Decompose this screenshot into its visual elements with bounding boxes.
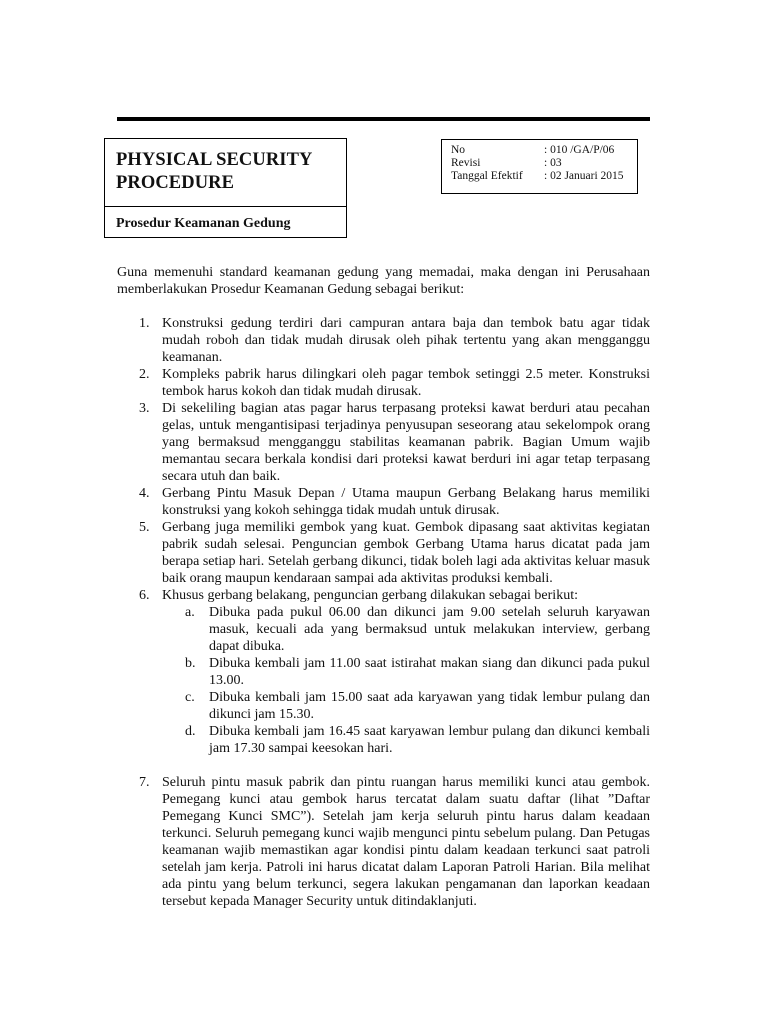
list-item: [117, 315, 650, 366]
item-text: Seluruh pintu masuk pabrik dan pintu ruangan harus memiliki kunci atau gembok. Pemegang kunci atau gembok harus tercatat dalam suatu daftar (lihat ”Daftar Pemegang Kunci SMC”). Setelah jam kerja seluruh pintu harus dalam keadaan terkunci. Seluruh pemegang kunci wajib mengunci pintu sebelum pulang. Dan Petugas keamanan wajib memastikan agar kondisi pintu dalam keadaan terkunci saat patroli setelah jam kerja. Patroli ini harus dicatat dalam Laporan Patroli Harian. Bila melihat ada pintu yang belum terkunci, segera lakukan pengamanan dan laporkan keadaan tersebut kepada Manager Security untuk ditindaklanjuti.: [162, 775, 650, 909]
document-title: [116, 149, 313, 195]
item-text: Kompleks pabrik harus dilingkari oleh pagar tembok setinggi 2.5 meter. Konstruksi tembok harus kokoh dan tidak mudah dirusak.: [162, 367, 650, 399]
sub-item-letter: a.: [185, 605, 195, 620]
sub-item-letter: d.: [185, 724, 196, 739]
meta-label: Tanggal Efektif: [451, 170, 523, 182]
item-text: Gerbang juga memiliki gembok yang kuat. Gembok dipasang saat aktivitas kegiatan pabrik sudah selesai. Penguncian gembok Gerbang Utama harus dicatat pada jam berapa setiap hari. Setelah gerbang dikunci, tidak boleh lagi ada aktivitas keluar masuk baik orang maupun kendaraan sampai ada aktivitas produksi kembali.: [162, 520, 650, 586]
item-number: 7.: [139, 775, 150, 790]
item-text: Gerbang Pintu Masuk Depan / Utama maupun Gerbang Belakang harus memiliki konstruksi yang kokoh sehingga tidak mudah untuk dirusak.: [162, 486, 650, 518]
sub-item-letter: b.: [185, 656, 196, 671]
item-text: Konstruksi gedung terdiri dari campuran antara baja dan tembok batu agar tidak mudah roboh dan tidak mudah dirusak oleh pihak tertentu yang akan mengganggu keamanan.: [162, 316, 650, 365]
title-line-2: PROCEDURE: [116, 173, 235, 193]
sub-item-text: Dibuka kembali jam 16.45 saat karyawan lembur pulang dan dikunci kembali jam 17.30 sampai keesokan hari.: [209, 724, 650, 756]
list-item: [117, 485, 650, 519]
meta-value: : 03: [544, 157, 562, 169]
item-text: Khusus gerbang belakang, penguncian gerbang dilakukan sebagai berikut:: [162, 588, 578, 603]
title-divider: [105, 206, 346, 207]
list-spacer: [117, 757, 650, 774]
meta-value: : 010 /GA/P/06: [544, 144, 615, 156]
procedure-list: [117, 315, 650, 910]
item-number: 2.: [139, 367, 150, 382]
sub-list-item: [117, 723, 650, 757]
list-item: [117, 587, 650, 604]
sub-item-text: Dibuka pada pukul 06.00 dan dikunci jam 9.00 setelah seluruh karyawan masuk, kecuali ada yang bermaksud untuk melakukan interview, gerbang dapat dibuka.: [209, 605, 650, 654]
meta-label: No: [451, 144, 466, 156]
item-number: 5.: [139, 520, 150, 535]
list-item: [117, 519, 650, 587]
title-line-1: PHYSICAL SECURITY: [116, 150, 313, 170]
intro-paragraph: Guna memenuhi standard keamanan gedung yang memadai, maka dengan ini Perusahaan memberlakukan Prosedur Keamanan Gedung sebagai berikut:: [117, 265, 650, 297]
list-item: [117, 366, 650, 400]
document-meta-box: [441, 139, 638, 194]
item-text: Di sekeliling bagian atas pagar harus terpasang proteksi kawat berduri atau pecahan gelas, untuk mengantisipasi terjadinya penyusupan seseorang atau sekelompok orang yang bermaksud mengganggu stabilitas keamanan pabrik. Bagian Umum wajib memantau secara berkala kondisi dari proteksi kawat berduri ini agar tetap terpasang secara utuh dan baik.: [162, 401, 650, 484]
document-title-box: [104, 138, 347, 238]
item-number: 4.: [139, 486, 150, 501]
document-subtitle: Prosedur Keamanan Gedung: [116, 216, 291, 231]
item-number: 3.: [139, 401, 150, 416]
sub-list-item: [117, 689, 650, 723]
list-item: [117, 400, 650, 485]
meta-label: Revisi: [451, 157, 481, 169]
top-rule: [117, 117, 650, 121]
sub-item-text: Dibuka kembali jam 15.00 saat ada karyawan yang tidak lembur pulang dan dikunci jam 15.30.: [209, 690, 650, 722]
sub-item-text: Dibuka kembali jam 11.00 saat istirahat makan siang dan dikunci pada pukul 13.00.: [209, 656, 650, 688]
sub-list-item: [117, 604, 650, 655]
list-item: [117, 774, 650, 910]
item-number: 1.: [139, 316, 150, 331]
sub-list-item: [117, 655, 650, 689]
sub-item-letter: c.: [185, 690, 195, 705]
item-number: 6.: [139, 588, 150, 603]
meta-value: : 02 Januari 2015: [544, 170, 624, 182]
